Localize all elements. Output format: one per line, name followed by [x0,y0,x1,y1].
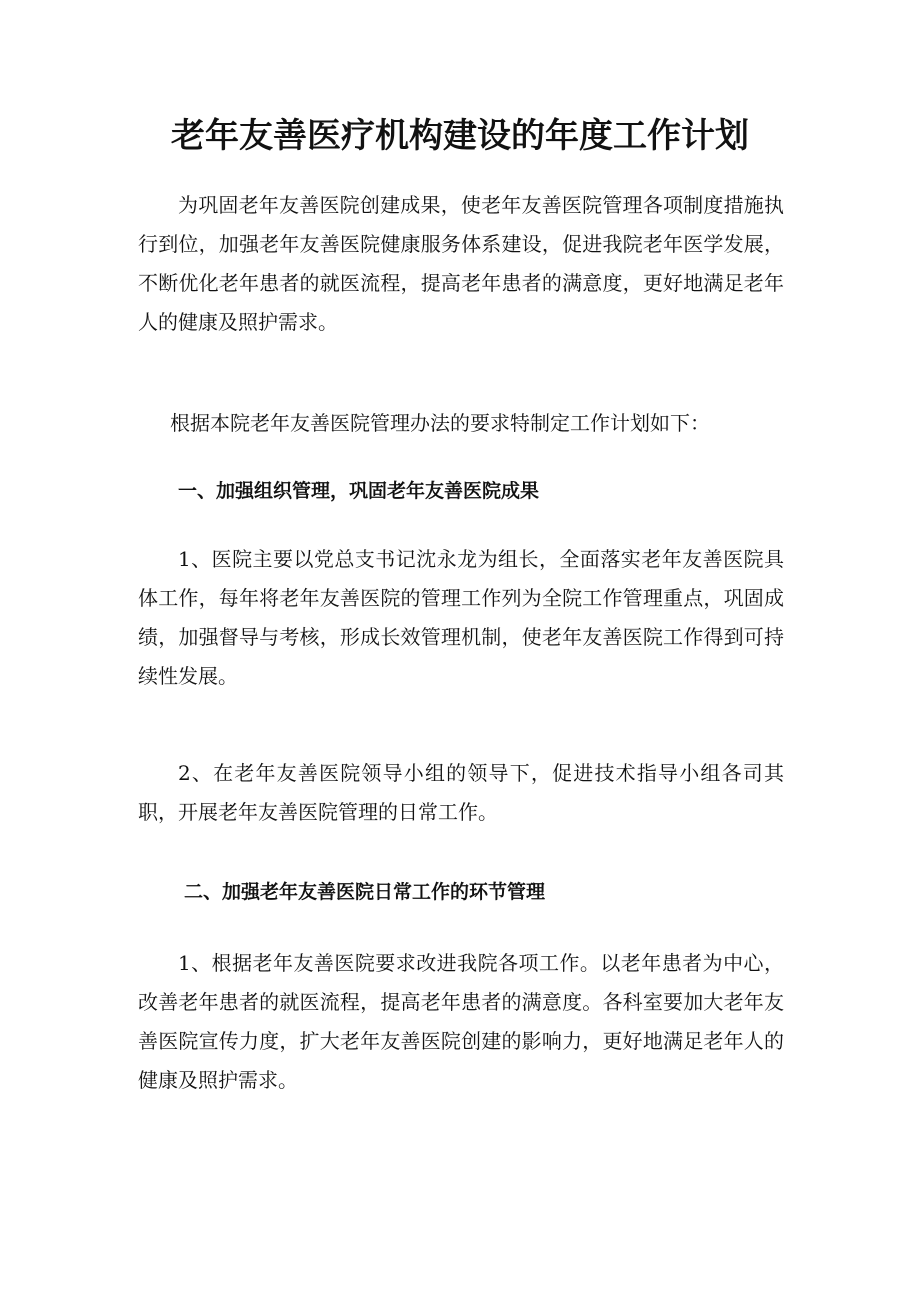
section-item-paragraph: 1、根据老年友善医院要求改进我院各项工作。以老年患者为中心，改善老年患者的就医流程，提高老年患者的满意度。各科室要加大老年友善医院宣传力度，扩大老年友善医院创建的影响力，更好地满足老年人的健康及照护需求。 [138,951,784,1092]
section-item-paragraph: 1、医院主要以党总支书记沈永龙为组长，全面落实老年友善医院具体工作，每年将老年友善医院的管理工作列为全院工作管理重点，巩固成绩，加强督导与考核，形成长效管理机制，使老年友善医院工作得到可持续性发展。 [138,547,784,688]
section-heading: 一、加强组织管理，巩固老年友善医院成果 [178,480,540,502]
intro-paragraph: 为巩固老年友善医院创建成果，使老年友善医院管理各项制度措施执行到位，加强老年友善医院健康服务体系建设，促进我院老年医学发展，不断优化老年患者的就医流程，提高老年患者的满意度，更好地满足老年人的健康及照护需求。 [138,193,784,334]
section-heading: 二、加强老年友善医院日常工作的环节管理 [184,881,546,903]
basis-paragraph: 根据本院老年友善医院管理办法的要求特制定工作计划如下： [170,411,710,435]
section-item-paragraph: 2、在老年友善医院领导小组的领导下，促进技术指导小组各司其职，开展老年友善医院管理的日常工作。 [138,761,784,824]
page-title: 老年友善医疗机构建设的年度工作计划 [171,116,749,156]
